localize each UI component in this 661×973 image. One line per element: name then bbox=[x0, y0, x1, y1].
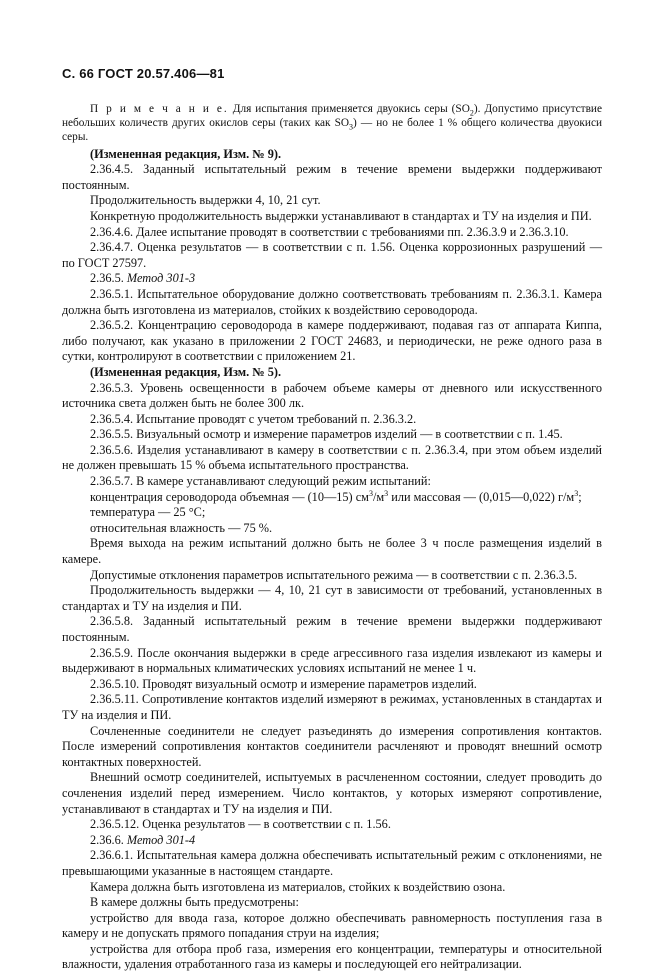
note-text-c: ) — но не более 1 % общего количества двуокиси серы. bbox=[62, 116, 603, 143]
section-number: 2.36.6. bbox=[90, 832, 127, 847]
paragraph: температура — 25 °С; bbox=[90, 505, 206, 520]
paragraph: устройства для отбора проб газа, измерения его концентрации, температуры и относительной влажности, удаления отработанного газа из камеры и последующей его нейтрализации. bbox=[62, 941, 602, 972]
section-heading bbox=[62, 833, 602, 849]
paragraph: 2.36.5.7. В камере устанавливают следующий режим испытаний: bbox=[90, 474, 431, 489]
paragraph: Время выхода на режим испытаний должно быть не более 3 ч после размещения изделий в камере. bbox=[62, 536, 602, 567]
page-header: С. 66 ГОСТ 20.57.406—81 bbox=[62, 66, 225, 81]
paragraph: 2.36.5.5. Визуальный осмотр и измерение параметров изделий — в соответствии с п. 1.45. bbox=[90, 427, 563, 442]
document-page bbox=[62, 66, 602, 973]
paragraph: 2.36.5.11. Сопротивление контактов изделий измеряют в режимах, установленных в стандартах и ТУ на изделия и ПИ. bbox=[62, 692, 602, 722]
note-sub-a: 2 bbox=[469, 107, 474, 117]
note-text-b: ). Допустимо присутствие небольших количеств других окислов серы (таких как SO bbox=[62, 102, 602, 129]
paragraph: Продолжительность выдержки 4, 10, 21 сут. bbox=[90, 193, 321, 208]
paragraph: 2.36.5.9. После окончания выдержки в среде агрессивного газа изделия извлекают из камеры и выдерживают в нормальных климатических условиях испытаний не менее 1 ч. bbox=[62, 645, 602, 676]
paragraph: Продолжительность выдержки — 4, 10, 21 сут в зависимости от требований, установленных в стандартах и ТУ на изделия и ПИ. bbox=[62, 583, 602, 613]
paragraph: 2.36.5.2. Концентрацию сероводорода в камере поддерживают, подавая газ от аппарата Киппа, либо получают, как указано в приложении 2 ГОСТ 24683, и периодически, не реже одного раза в сутки, контролируют в соответствии с приложением 21. bbox=[62, 318, 602, 364]
paragraph: 2.36.5.10. Проводят визуальный осмотр и измерение параметров изделий. bbox=[90, 676, 477, 691]
method-title: Метод 301-4 bbox=[126, 832, 196, 847]
section-number: 2.36.5. bbox=[90, 271, 127, 286]
concentration-text-a: концентрация сероводорода объемная — (10—15) см bbox=[90, 489, 369, 504]
paragraph: Камера должна быть изготовлена из материалов, стойких к воздействию озона. bbox=[90, 879, 506, 894]
paragraph: 2.36.5.3. Уровень освещенности в рабочем объеме камеры от дневного или искусственного источника света должен быть не более 300 лк. bbox=[62, 380, 602, 411]
concentration-text-c: или массовая — (0,015—0,022) г/м bbox=[388, 489, 575, 504]
paragraph: Конкретную продолжительность выдержки устанавливают в стандартах и ТУ на изделия и ПИ. bbox=[90, 208, 592, 223]
note-label: П р и м е ч а н и е. bbox=[90, 102, 229, 115]
paragraph: 2.36.4.7. Оценка результатов — в соответствии с п. 1.56. Оценка коррозионных разрушений — по ГОСТ 27597. bbox=[62, 240, 602, 270]
paragraph: 2.36.5.4. Испытание проводят с учетом требований п. 2.36.3.2. bbox=[90, 411, 417, 426]
concentration-line bbox=[62, 490, 602, 506]
sup-1: 3 bbox=[368, 488, 373, 498]
paragraph: устройство для ввода газа, которое должно обеспечивать равномерность поступления газа в камеру и не допускать прямого попадания струи на изделия; bbox=[62, 910, 602, 941]
amendment-note: (Измененная редакция, Изм. № 9). bbox=[90, 146, 282, 161]
paragraph: 2.36.5.6. Изделия устанавливают в камеру в соответствии с п. 2.36.3.4, при этом объем изделий не должен превышать 15 % объема испытательного пространства. bbox=[62, 442, 602, 473]
paragraph: 2.36.5.1. Испытательное оборудование должно соответствовать требованиям п. 2.36.3.1. Камера должна быть изготовлена из материалов, стойких к воздействию сероводорода. bbox=[62, 286, 602, 317]
concentration-text-d: ; bbox=[578, 489, 582, 504]
note-text-a: Для испытания применяется двуокись серы (SO bbox=[228, 102, 470, 115]
paragraph: 2.36.4.6. Далее испытание проводят в соответствии с требованиями пп. 2.36.3.9 и 2.36.3.10. bbox=[90, 224, 569, 239]
paragraph: 2.36.5.8. Заданный испытательный режим в течение времени выдержки поддерживают постоянным. bbox=[62, 614, 602, 644]
note-sub-b: 3 bbox=[349, 121, 354, 131]
note-paragraph bbox=[62, 102, 602, 144]
sup-2: 3 bbox=[384, 488, 389, 498]
paragraph: Сочлененные соединители не следует разъединять до измерения сопротивления контактов. После измерений сопротивления контактов соединители расчленяют и проводят внешний осмотр контактных поверхностей. bbox=[62, 723, 602, 769]
amendment-note: (Измененная редакция, Изм. № 5). bbox=[90, 364, 282, 379]
paragraph: В камере должны быть предусмотрены: bbox=[90, 895, 299, 910]
paragraph: Внешний осмотр соединителей, испытуемых в расчлененном состоянии, следует проводить до сочленения изделий перед измерением. Число контактов, у которых измеряют сопротивление, устанавливают в стандартах и ТУ на изделия и ПИ. bbox=[62, 770, 602, 816]
paragraph: Допустимые отклонения параметров испытательного режима — в соответствии с п. 2.36.3.5. bbox=[90, 567, 578, 582]
paragraph: 2.36.6.1. Испытательная камера должна обеспечивать испытательный режим с отклонениями, не превышающими указанные в настоящем стандарте. bbox=[62, 848, 602, 878]
paragraph: относительная влажность — 75 %. bbox=[90, 520, 273, 535]
method-title: Метод 301-3 bbox=[126, 271, 196, 286]
paragraph: 2.36.4.5. Заданный испытательный режим в течение времени выдержки поддерживают постоянным. bbox=[62, 162, 602, 192]
concentration-text-b: /м bbox=[372, 489, 385, 504]
paragraph: 2.36.5.12. Оценка результатов — в соответствии с п. 1.56. bbox=[90, 817, 391, 832]
section-heading bbox=[62, 271, 602, 287]
sup-3: 3 bbox=[574, 488, 579, 498]
